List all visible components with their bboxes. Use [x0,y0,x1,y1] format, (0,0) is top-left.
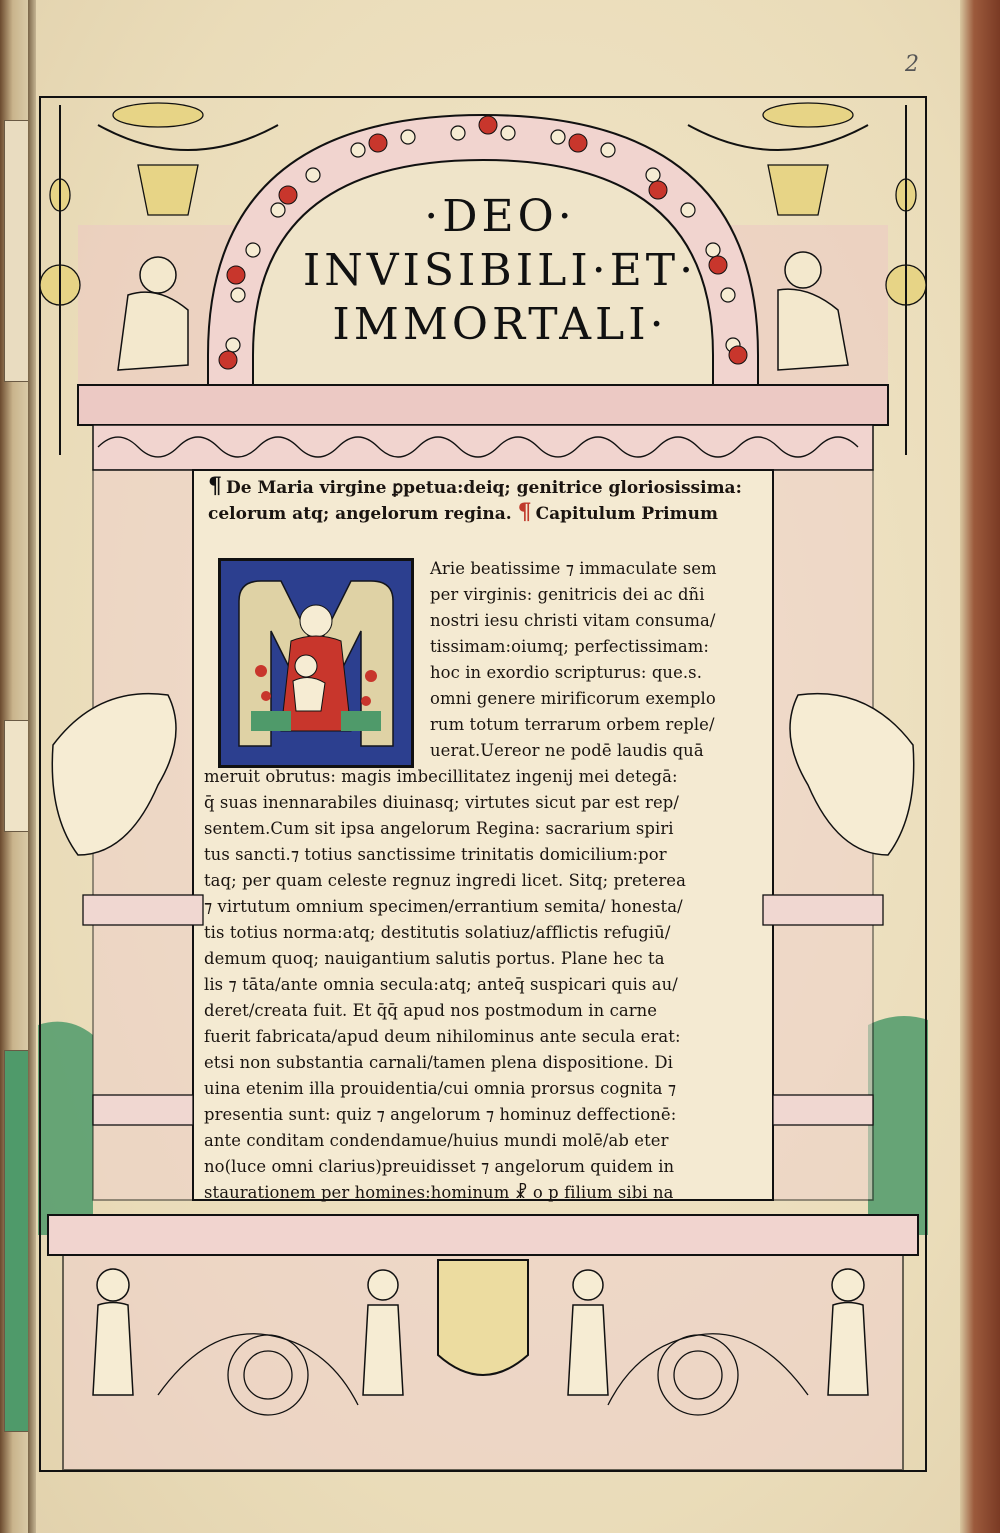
text-line: uina etenim illa prouidentia/cui omnia prorsus cognita ⁊ [204,1079,677,1098]
book-cover-edge [960,0,1000,1533]
text-line: q̄ suas inennarabiles diuinasq; virtutes sicut par est rep/ [204,793,679,812]
chapter-label: Capitulum Primum [535,504,718,524]
text-line: tus sancti.⁊ totius sanctissime trinitatis domicilium:por [204,845,667,864]
title-line-2: INVISIBILI·ET· [302,245,698,296]
text-line: ante conditam condendamue/huius mundi molē/ab eter [204,1131,669,1150]
text-line: omni genere mirificorum exemplo [430,689,716,708]
text-line: tis totius norma:atq; destitutis solatiuz/afflictis refugiū/ [204,923,671,942]
text-line: staurationem per homines:hominum ☧ o p filium sibi na [204,1183,674,1202]
text-line: nostri iesu christi vitam consuma/ [430,611,716,630]
text-line: presentia sunt: quiz ⁊ angelorum ⁊ hominuz deffectionē: [204,1105,677,1124]
arch-title [300,190,700,352]
text-line: no(luce omni clarius)preuidisset ⁊ angelorum quidem in [204,1157,675,1176]
text-column [200,470,760,1200]
text-line: etsi non substantia carnali/tamen plena dispositione. Di [204,1053,673,1072]
text-line: meruit obrutus: magis imbecillitatez ingenij mei detegā: [204,767,678,786]
heading-line-2: celorum atq; angelorum regina. [208,504,512,524]
title-line-3: IMMORTALI· [332,299,668,350]
text-line: tissimam:oiumq; perfectissimam: [430,637,710,656]
red-pilcrow-icon: ¶ [517,499,532,525]
facing-page-fragment [4,720,30,832]
madonna-initial-illustration [221,561,411,765]
text-line: demum quoq; nauigantium salutis portus. Plane hec ta [204,949,665,968]
text-line: lis ⁊ tāta/ante omnia secula:atq; anteq̄ suspicari quis au/ [204,975,678,994]
text-line: ⁊ virtutum omnium specimen/errantium semita/ honesta/ [204,897,683,916]
text-line: taq; per quam celeste regnuz ingredi licet. Sitq; preterea [204,871,686,890]
illuminated-initial [218,558,414,768]
text-line: hoc in exordio scripturus: que.s. [430,663,703,682]
folio-number: 2 [905,52,919,77]
title-line-1: ·DEO· [424,191,576,242]
text-line: per virginis: genitricis dei ac dñi [430,585,705,604]
facing-page-fragment [4,1050,30,1432]
heading-line-1: De Maria virgine ꝑpetua:deiq; genitrice gloriosissima: [226,478,742,498]
text-line: Arie beatissime ⁊ immaculate sem [430,559,717,578]
pilcrow-icon: ¶ [208,473,222,499]
text-line: deret/creata fuit. Et q̄q̄ apud nos postmodum in carne [204,1001,658,1020]
facing-page-fragment [4,120,30,382]
text-line: fuerit fabricata/apud deum nihilominus ante secula erat: [204,1027,681,1046]
text-line: rum totum terrarum orbem reple/ [430,715,715,734]
chapter-heading [208,474,748,526]
text-line: uerat.Uereor ne podē laudis quā [430,741,704,760]
text-line: sentem.Cum sit ipsa angelorum Regina: sacrarium spiri [204,819,674,838]
